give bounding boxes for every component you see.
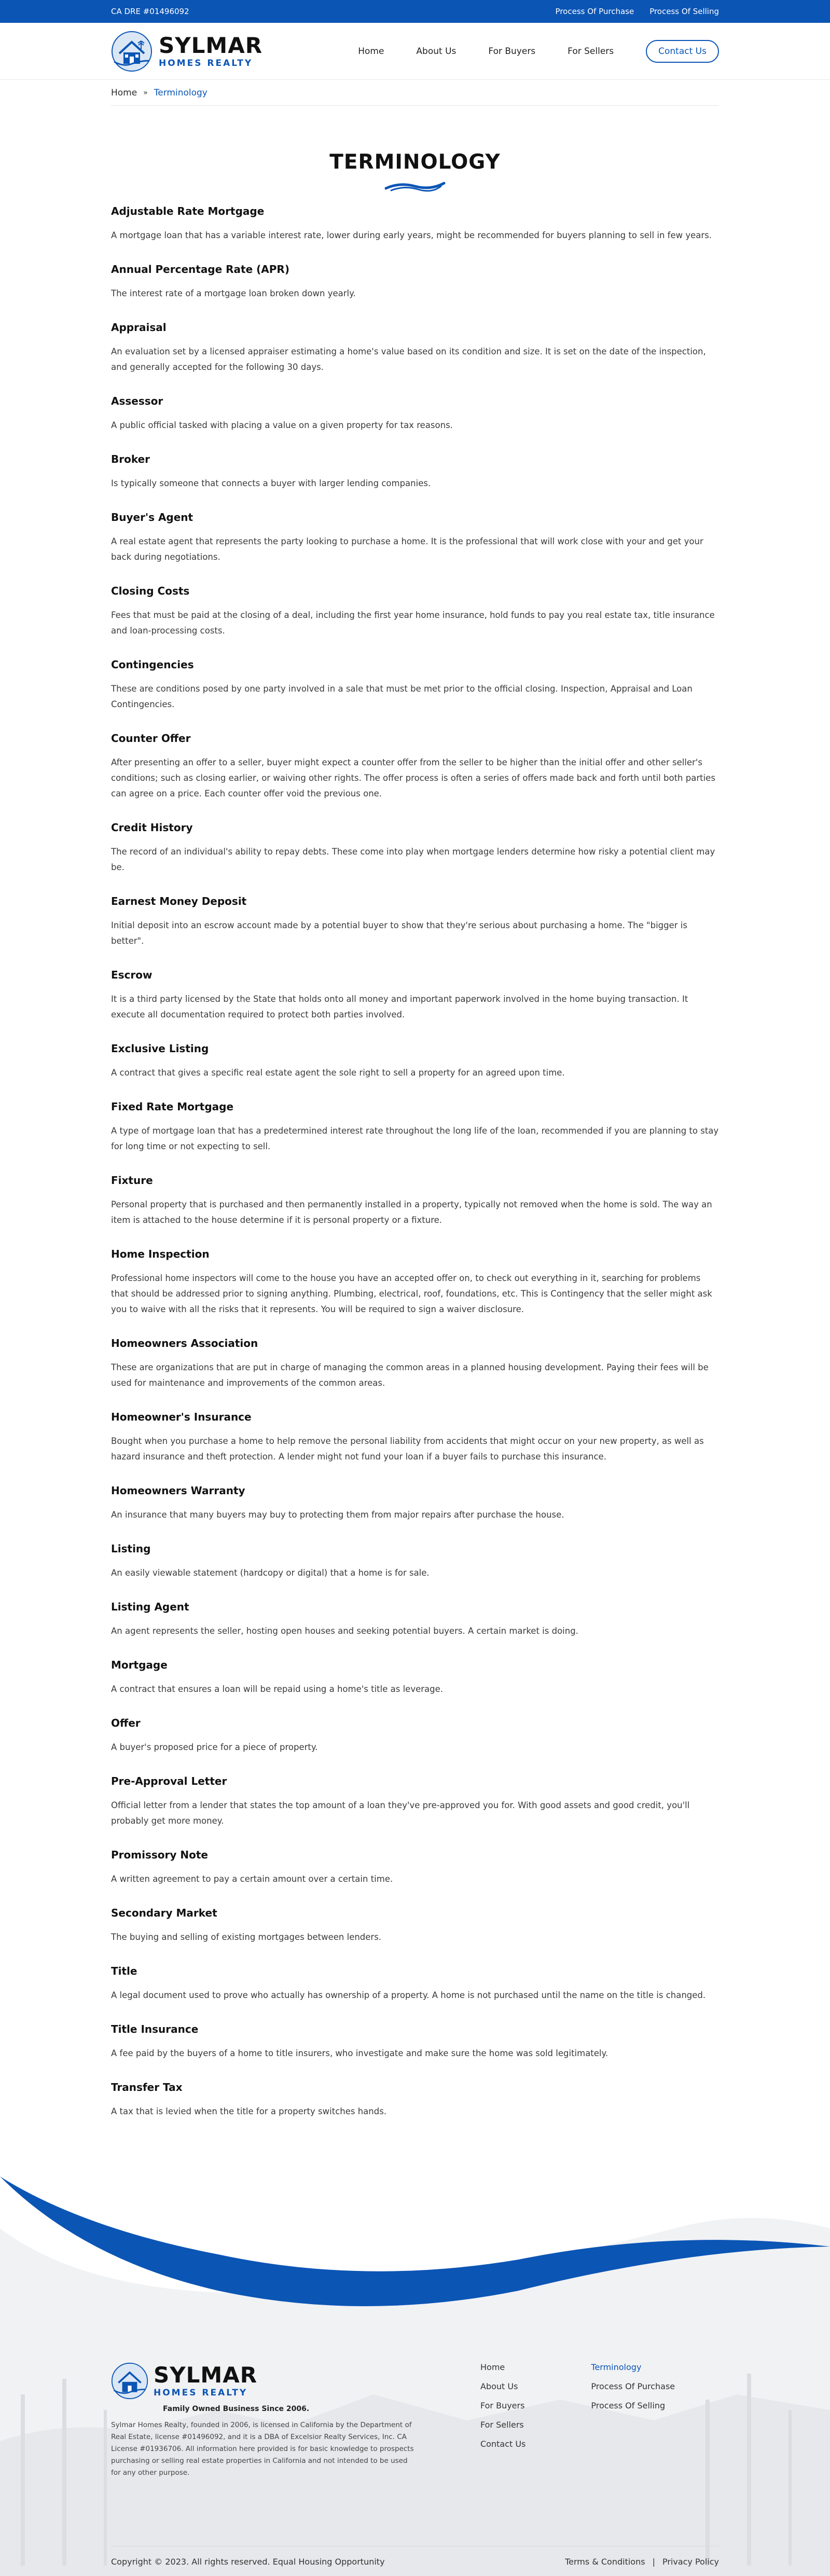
- term-definition: After presenting an offer to a seller, buyer might expect a counter offer from the seller to be higher than the initial offer and other seller's conditions; such as closing earlier, or waiving other rights. The offer process is often a series of offers made back and forth until both parties can agree on a price. Each counter offer void the previous one.: [111, 757, 715, 798]
- term-title: Assessor: [111, 395, 163, 407]
- term-title: Mortgage: [111, 1659, 168, 1671]
- term-entry: [111, 1337, 719, 1391]
- term-definition: A buyer's proposed price for a piece of property.: [111, 1742, 318, 1752]
- term-entry: [111, 1775, 719, 1829]
- term-entry: [111, 1907, 719, 1945]
- copyright-text: Copyright © 2023. All rights reserved. Equal Housing Opportunity: [111, 2557, 385, 2567]
- term-definition: Professional home inspectors will come to the house you have an accepted offer on, to check out everything in it, searching for problems that should be addressed prior to signing anything. Plumbing, electrical, roof, foundations, etc. This is Contingency that the seller might ask you to waive with all the risks that it represents. You will be required to sign a waiver disclosure.: [111, 1273, 712, 1314]
- term-title: Fixed Rate Mortgage: [111, 1100, 234, 1113]
- terms-conditions-link[interactable]: Terms & Conditions: [565, 2557, 645, 2567]
- brand-name: SYLMAR: [159, 32, 263, 58]
- term-title: Counter Offer: [111, 732, 191, 745]
- term-definition: Fees that must be paid at the closing of a deal, including the first year home insurance, hold funds to pay you real estate tax, title insurance and loan-processing costs.: [111, 610, 715, 636]
- term-definition: An agent represents the seller, hosting open houses and seeking potential buyers. A certain market is doing.: [111, 1626, 578, 1636]
- term-entry: [111, 453, 719, 491]
- house-logo-icon: [111, 31, 153, 72]
- term-title: Pre-Approval Letter: [111, 1775, 227, 1787]
- site-header: [0, 23, 830, 80]
- term-definition: These are organizations that are put in charge of managing the common areas in a planned housing development. Paying their fees will be used for maintenance and improvements of the common areas.: [111, 1362, 709, 1388]
- footer-brand-name: SYLMAR: [154, 2362, 258, 2388]
- term-entry: [111, 511, 719, 565]
- term-definition: A tax that is levied when the title for a property switches hands.: [111, 2106, 387, 2116]
- footer-link-terminology[interactable]: Terminology: [591, 2362, 642, 2372]
- term-title: Escrow: [111, 969, 153, 981]
- term-title: Annual Percentage Rate (APR): [111, 263, 289, 275]
- footer-link-about-us[interactable]: About Us: [480, 2381, 518, 2391]
- term-title: Secondary Market: [111, 1907, 217, 1919]
- privacy-policy-link[interactable]: Privacy Policy: [662, 2557, 719, 2567]
- term-title: Listing: [111, 1542, 151, 1555]
- term-title: Contingencies: [111, 658, 194, 671]
- term-entry: [111, 321, 719, 375]
- footer-house-logo-icon: [111, 2362, 148, 2400]
- term-definition: Bought when you purchase a home to help remove the personal liability from accidents that might occur on your new property, as well as hazard insurance and theft protection. A lender might not fund your loan if a buyer fails to purchase this insurance.: [111, 1436, 704, 1462]
- term-entry: [111, 1659, 719, 1697]
- term-title: Title: [111, 1965, 137, 1977]
- term-definition: A contract that ensures a loan will be repaid using a home's title as leverage.: [111, 1684, 444, 1694]
- license-number: CA DRE #01496092: [111, 7, 189, 16]
- nav-about-us[interactable]: About Us: [416, 46, 457, 57]
- footer-bottom-bar: [111, 2546, 719, 2567]
- term-entry: [111, 658, 719, 712]
- term-title: Exclusive Listing: [111, 1042, 209, 1055]
- term-title: Transfer Tax: [111, 2081, 183, 2093]
- term-title: Homeowners Warranty: [111, 1484, 245, 1497]
- term-entry: [111, 1042, 719, 1081]
- term-title: Promissory Note: [111, 1849, 208, 1861]
- top-link-process-of-purchase[interactable]: Process Of Purchase: [555, 7, 634, 16]
- term-title: Closing Costs: [111, 585, 190, 597]
- term-definition: Initial deposit into an escrow account made by a potential buyer to show that they're serious about purchasing a home. The "bigger is better".: [111, 920, 687, 946]
- footer-about-text: Sylmar Homes Realty, founded in 2006, is licensed in California by the Department of Real Estate, license #01496092, and it is a DBA of Excelsior Realty Services, Inc. CA License #01936706. All information here provided is for basic knowledge to prospects purchasing or selling real estate properties in California and not intended to be used for any other purpose.: [111, 2421, 414, 2477]
- top-bar: [0, 0, 830, 23]
- terms-list: [0, 205, 830, 2119]
- term-definition: A contract that gives a specific real estate agent the sole right to sell a property for an agreed upon time.: [111, 1068, 565, 1078]
- term-entry: [111, 2081, 719, 2119]
- nav-home[interactable]: Home: [358, 46, 384, 57]
- term-title: Appraisal: [111, 321, 167, 334]
- term-entry: [111, 2023, 719, 2061]
- term-entry: [111, 969, 719, 1023]
- term-entry: [111, 1965, 719, 2003]
- page-title: TERMINOLOGY: [329, 150, 501, 174]
- term-title: Earnest Money Deposit: [111, 895, 247, 907]
- main-nav: [358, 40, 719, 63]
- term-definition: Official letter from a lender that states the top amount of a loan they've pre-approved you for. With good assets and good credit, you'll probably get more money.: [111, 1800, 690, 1826]
- term-entry: [111, 1100, 719, 1154]
- term-title: Fixture: [111, 1174, 153, 1187]
- footer-link-process-of-selling[interactable]: Process Of Selling: [591, 2401, 666, 2410]
- nav-for-sellers[interactable]: For Sellers: [568, 46, 614, 57]
- term-title: Home Inspection: [111, 1248, 210, 1260]
- term-definition: Is typically someone that connects a buyer with larger lending companies.: [111, 478, 431, 488]
- contact-us-button[interactable]: Contact Us: [646, 40, 719, 63]
- top-link-process-of-selling[interactable]: Process Of Selling: [649, 7, 719, 16]
- term-definition: The buying and selling of existing mortgages between lenders.: [111, 1932, 382, 1942]
- term-definition: An evaluation set by a licensed appraiser estimating a home's value based on its condition and size. It is set on the date of the inspection, and generally accepted for the following 30 days.: [111, 347, 706, 372]
- term-title: Broker: [111, 453, 150, 465]
- footer-link-contact-us[interactable]: Contact Us: [480, 2439, 526, 2449]
- term-title: Adjustable Rate Mortgage: [111, 205, 265, 217]
- wave-divider-icon: [384, 178, 446, 192]
- term-definition: A mortgage loan that has a variable interest rate, lower during early years, might be recommended for buyers planning to sell in few years.: [111, 230, 712, 240]
- term-entry: [111, 1248, 719, 1317]
- footer-links: [480, 2362, 675, 2458]
- term-title: Homeowners Association: [111, 1337, 258, 1349]
- term-title: Homeowner's Insurance: [111, 1411, 252, 1423]
- top-links: [556, 7, 719, 16]
- footer-link-for-buyers[interactable]: For Buyers: [480, 2401, 525, 2410]
- term-definition: An easily viewable statement (hardcopy or digital) that a home is for sale.: [111, 1568, 430, 1578]
- footer-col-main: [480, 2362, 525, 2458]
- term-definition: A real estate agent that represents the party looking to purchase a home. It is the professional that will work close with your and get your back during negotiations.: [111, 536, 703, 562]
- term-entry: [111, 263, 719, 301]
- term-entry: [111, 1484, 719, 1523]
- footer-brand-subtitle: HOMES REALTY: [154, 2388, 248, 2398]
- page-title-section: [0, 150, 830, 192]
- term-definition: A fee paid by the buyers of a home to title insurers, who investigate and make sure the home was sold legitimately.: [111, 2048, 608, 2058]
- site-logo[interactable]: [111, 31, 262, 72]
- term-definition: These are conditions posed by one party involved in a sale that must be met prior to the official closing. Inspection, Appraisal and Loan Contingencies.: [111, 684, 693, 709]
- breadcrumb-current: Terminology: [154, 87, 208, 98]
- term-title: Credit History: [111, 821, 193, 834]
- footer-link-for-sellers[interactable]: For Sellers: [480, 2420, 524, 2430]
- term-entry: [111, 1411, 719, 1465]
- term-entry: [111, 1542, 719, 1581]
- term-entry: [111, 895, 719, 949]
- breadcrumb-separator: »: [143, 88, 148, 97]
- footer-col-resources: [591, 2362, 675, 2458]
- term-title: Title Insurance: [111, 2023, 199, 2035]
- term-title: Buyer's Agent: [111, 511, 193, 524]
- term-definition: A legal document used to prove who actually has ownership of a property. A home is not purchased until the name on the title is changed.: [111, 1990, 706, 2000]
- footer-link-home[interactable]: Home: [480, 2362, 505, 2372]
- brand-subtitle: HOMES REALTY: [159, 58, 253, 68]
- footer-content: [111, 2362, 719, 2479]
- term-entry: [111, 1174, 719, 1228]
- site-footer: [0, 2151, 830, 2576]
- nav-for-buyers[interactable]: For Buyers: [488, 46, 536, 57]
- term-definition: It is a third party licensed by the State that holds onto all money and important paperwork involved in the home buying transaction. It execute all documentation required to protect both parties involved.: [111, 994, 688, 1020]
- term-title: Listing Agent: [111, 1601, 189, 1613]
- term-entry: [111, 821, 719, 875]
- term-entry: [111, 585, 719, 639]
- term-definition: A type of mortgage loan that has a predetermined interest rate throughout the long life of the loan, recommended if you are planning to stay for long time or not expecting to sell.: [111, 1126, 719, 1151]
- breadcrumb: [111, 80, 719, 106]
- term-title: Offer: [111, 1717, 141, 1729]
- term-entry: [111, 395, 719, 433]
- term-entry: [111, 1717, 719, 1755]
- term-definition: The record of an individual's ability to repay debts. These come into play when mortgage lenders determine how risky a potential client may be.: [111, 847, 715, 872]
- term-definition: A written agreement to pay a certain amount over a certain time.: [111, 1874, 393, 1884]
- term-definition: The interest rate of a mortgage loan broken down yearly.: [111, 288, 356, 298]
- breadcrumb-home[interactable]: Home: [111, 87, 137, 98]
- term-entry: [111, 1849, 719, 1887]
- term-entry: [111, 205, 719, 243]
- term-definition: An insurance that many buyers may buy to protecting them from major repairs after purchase the house.: [111, 1510, 564, 1520]
- footer-tagline: Family Owned Business Since 2006.: [163, 2405, 310, 2413]
- term-definition: Personal property that is purchased and then permanently installed in a property, typically not removed when the home is sold. The way an item is attached to the house determine if it is personal property or a fixture.: [111, 1200, 712, 1225]
- term-entry: [111, 732, 719, 802]
- term-entry: [111, 1601, 719, 1639]
- term-definition: A public official tasked with placing a value on a given property for tax reasons.: [111, 420, 453, 430]
- footer-divider: |: [652, 2557, 655, 2567]
- footer-link-process-of-purchase[interactable]: Process Of Purchase: [591, 2381, 675, 2391]
